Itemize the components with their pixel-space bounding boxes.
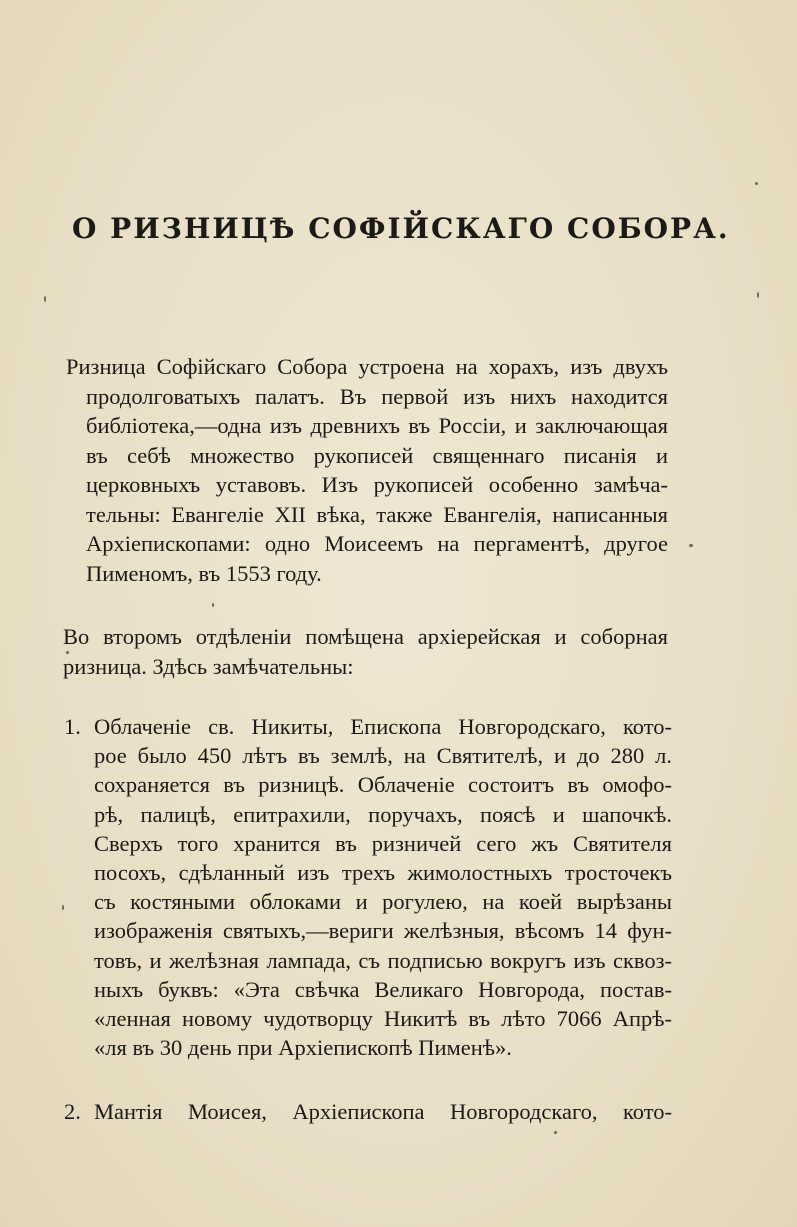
paper-speck	[689, 544, 693, 547]
paragraph-2	[63, 622, 668, 681]
list-item-number: 2.	[64, 1099, 81, 1124]
list-item-line: ныхъ буквъ: «Эта свѣчка Великаго Новгорода, постав-	[94, 976, 672, 1002]
paper-speck	[757, 292, 759, 298]
paragraph-line: ризница. Здѣсь замѣчательны:	[63, 653, 354, 679]
paragraph-line: Ризница Софійскаго Собора устроена на хорахъ, изъ двухъ	[66, 354, 668, 379]
list-item-line: рое было 450 лѣтъ въ землѣ, на Святителѣ, и до 280 л.	[94, 743, 672, 769]
list-item-body	[94, 1097, 672, 1126]
list-item-line: Облаченіе св. Никиты, Епископа Новгородскаго, кото-	[94, 714, 672, 739]
list-item-line: сохраняется въ ризницѣ. Облаченіе состоитъ въ омофо-	[94, 772, 672, 798]
paper-speck	[554, 1131, 557, 1134]
list-item-line: съ костяными облоками и рогулею, на коей вырѣзаны	[94, 889, 672, 915]
paragraph-line: Архіепископами: одно Моисеемъ на пергаментѣ, другое	[86, 531, 668, 556]
list-item-line: Мантія Моисея, Архіепископа Новгородскаго, кото-	[94, 1099, 672, 1124]
list-item-number: 1.	[64, 714, 81, 739]
list-item-line: «ля въ 30 день при Архіепископѣ Пименѣ».	[94, 1035, 512, 1061]
list-item-2	[64, 1097, 672, 1131]
paper-speck	[62, 905, 64, 910]
list-item-line: товъ, и желѣзная лампада, съ подписью вокругъ изъ сквоз-	[94, 947, 672, 973]
paper-speck	[212, 603, 214, 607]
page-title: О РИЗНИЦѢ СОФІЙСКАГО СОБОРА.	[72, 212, 730, 245]
paragraph-line: тельны: Евангеліе XII вѣка, также Евангелія, написанныя	[86, 501, 668, 527]
paragraph-line: въ себѣ множество рукописей священнаго писанія и	[86, 442, 668, 468]
paper-speck	[755, 182, 758, 185]
paragraph-line: Во второмъ отдѣленіи помѣщена архіерейская и соборная	[63, 624, 668, 649]
paper-speck	[66, 651, 69, 654]
list-item-line: «ленная новому чудотворцу Никитѣ въ лѣто 7066 Апрѣ-	[94, 1006, 672, 1032]
list-item-line: изображенія святыхъ,—вериги желѣзныя, вѣсомъ 14 фун-	[94, 918, 672, 944]
paragraph-line: Пименомъ, въ 1553 году.	[86, 560, 322, 586]
list-item-1	[64, 712, 672, 1061]
list-item-line: рѣ, палицѣ, епитрахили, поручахъ, поясѣ и шапочкѣ.	[94, 801, 672, 827]
paragraph-line: библіотека,—одна изъ древнихъ въ Россіи, и заключающая	[86, 413, 668, 438]
list-item-line: Сверхъ того хранится въ ризничей сего жъ Святителя	[94, 830, 672, 856]
list-item-body	[94, 712, 672, 1062]
paper-speck	[44, 296, 46, 302]
list-item-line: посохъ, сдѣланный изъ трехъ жимолостныхъ тросточекъ	[94, 860, 672, 886]
paragraph-line: церковныхъ уставовъ. Изъ рукописей особенно замѣча-	[86, 472, 668, 497]
paragraph-line: продолговатыхъ палатъ. Въ первой изъ нихъ находится	[86, 383, 668, 409]
paragraph-1	[66, 352, 668, 588]
